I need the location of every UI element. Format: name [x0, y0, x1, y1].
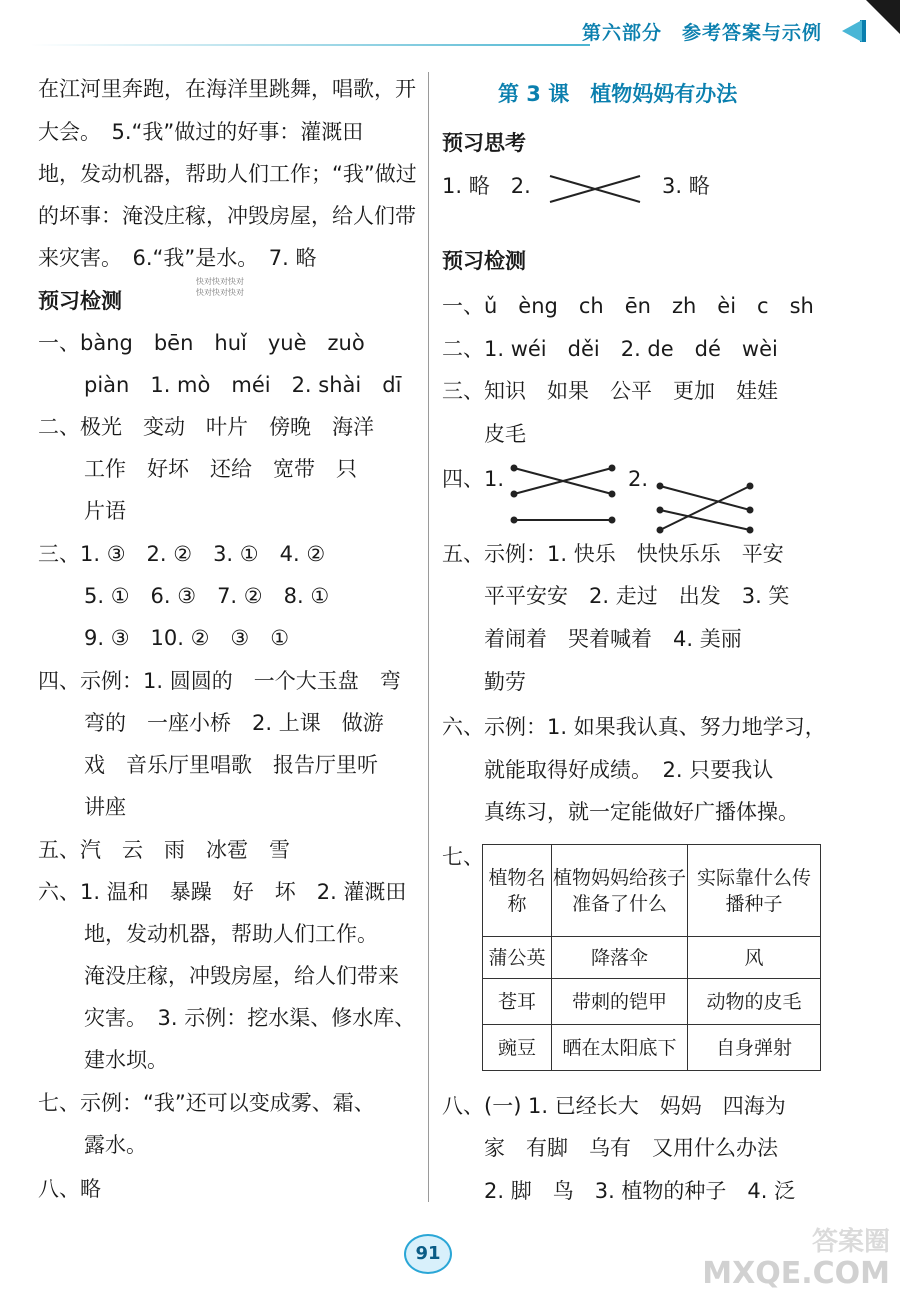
matching-lines-3: [654, 476, 758, 536]
table-cell: 苍耳: [483, 979, 552, 1025]
answer-item: 七、: [442, 845, 484, 869]
page-header: [0, 0, 900, 62]
answer-item: 就能取得好成绩。 2. 只要我认: [484, 758, 774, 782]
answer-item: 工作 好坏 还给 宽带 只: [84, 457, 357, 481]
answer-line: 地，发动机器，帮助人们工作；“我”做过: [38, 162, 417, 186]
answer-item: 地，发动机器，帮助人们工作。: [84, 922, 378, 946]
answer-item: 三、知识 如果 公平 更加 娃娃: [442, 379, 778, 403]
answer-item: 1. 略 2.: [442, 174, 531, 198]
small-text: 快对快对快对: [196, 288, 244, 297]
answer-item: 一、bàng bēn huǐ yuè zuò: [38, 331, 365, 355]
answer-item: 3. 略: [662, 174, 710, 198]
answer-line: 的坏事：淹没庄稼，冲毁房屋，给人们带: [38, 204, 416, 228]
header-arrow-icon: [842, 20, 862, 42]
table-header: 实际靠什么传播种子: [688, 845, 821, 937]
table-cell: 动物的皮毛: [688, 979, 821, 1025]
table-cell: 自身弹射: [688, 1025, 821, 1071]
answer-item: 二、极光 变动 叶片 傍晚 海洋: [38, 415, 374, 439]
answer-item: 八、(一) 1. 已经长大 妈妈 四海为: [442, 1094, 786, 1118]
plant-seed-table: [482, 844, 821, 1071]
answer-item: 四、示例：1. 圆圆的 一个大玉盘 弯: [38, 669, 401, 693]
section-title: 预习思考: [442, 131, 526, 155]
watermark-bottom: MXQE.COM: [702, 1256, 890, 1291]
small-text: 快对快对快对: [196, 277, 244, 286]
answer-item: 弯的 一座小桥 2. 上课 做游: [84, 711, 384, 735]
answer-item: 六、1. 温和 暴躁 好 坏 2. 灌溉田: [38, 880, 407, 904]
answer-line: 来灾害。 6.“我”是水。 7. 略: [38, 246, 317, 270]
answer-item: 片语: [84, 499, 126, 523]
matching-lines-1: [544, 170, 648, 218]
section-title: 预习检测: [38, 289, 122, 313]
column-divider: [428, 72, 429, 1202]
answer-item: 真练习，就一定能做好广播体操。: [484, 800, 799, 824]
answer-item: 露水。: [84, 1133, 147, 1157]
answer-line: 在江河里奔跑，在海洋里跳舞，唱歌，开: [38, 77, 416, 101]
answer-item: 戏 音乐厅里唱歌 报告厅里听: [84, 753, 378, 777]
answer-item: 七、示例：“我”还可以变成雾、霜、: [38, 1091, 375, 1115]
header-rule: [30, 44, 590, 46]
section-title: 预习检测: [442, 249, 526, 273]
answer-item: 五、汽 云 雨 冰雹 雪: [38, 838, 290, 862]
answer-item: 皮毛: [484, 422, 526, 446]
corner-mark: [866, 0, 900, 34]
answer-item: 平平安安 2. 走过 出发 3. 笑: [484, 584, 790, 608]
watermark: [702, 1226, 890, 1290]
answer-item: 2. 脚 鸟 3. 植物的种子 4. 泛: [484, 1179, 796, 1203]
table-cell: 带刺的铠甲: [552, 979, 688, 1025]
lesson-title: 第 3 课 植物妈妈有办法: [498, 82, 738, 106]
answer-item: 建水坝。: [84, 1048, 168, 1072]
answer-line: 大会。 5.“我”做过的好事：灌溉田: [38, 120, 364, 144]
answer-item: 五、示例：1. 快乐 快快乐乐 平安: [442, 542, 784, 566]
watermark-top: 答案圈: [811, 1227, 890, 1257]
answer-item: 三、1. ③ 2. ② 3. ① 4. ②: [38, 542, 326, 566]
table-cell: 晒在太阳底下: [552, 1025, 688, 1071]
table-header: 植物妈妈给孩子准备了什么: [552, 845, 688, 937]
page-number: 91: [404, 1234, 452, 1274]
table-cell: 蒲公英: [483, 937, 552, 979]
answer-item: piàn 1. mò méi 2. shài dī: [84, 373, 402, 397]
answer-item: 四、1.: [442, 467, 505, 491]
answer-item: 一、ǔ èng ch ēn zh èi c sh: [442, 294, 814, 318]
answer-item: 9. ③ 10. ② ③ ①: [84, 626, 290, 650]
answer-item: 2.: [628, 467, 649, 491]
answer-item: 5. ① 6. ③ 7. ② 8. ①: [84, 584, 330, 608]
table-header: 植物名称: [483, 845, 552, 937]
answer-item: 二、1. wéi děi 2. de dé wèi: [442, 337, 778, 361]
table-cell: 降落伞: [552, 937, 688, 979]
answer-item: 八、略: [38, 1177, 101, 1201]
header-title: 第六部分 参考答案与示例: [581, 22, 822, 44]
answer-item: 勤劳: [484, 670, 526, 694]
answer-item: 着闹着 哭着喊着 4. 美丽: [484, 627, 742, 651]
answer-item: 家 有脚 乌有 又用什么办法: [484, 1136, 778, 1160]
answer-item: 淹没庄稼，冲毁房屋，给人们带来: [84, 964, 399, 988]
answer-item: 六、示例：1. 如果我认真、努力地学习，: [442, 715, 826, 739]
matching-lines-2: [508, 460, 624, 528]
table-cell: 豌豆: [483, 1025, 552, 1071]
answer-item: 讲座: [84, 795, 126, 819]
table-cell: 风: [688, 937, 821, 979]
answer-item: 灾害。 3. 示例：挖水渠、修水库、: [84, 1006, 416, 1030]
